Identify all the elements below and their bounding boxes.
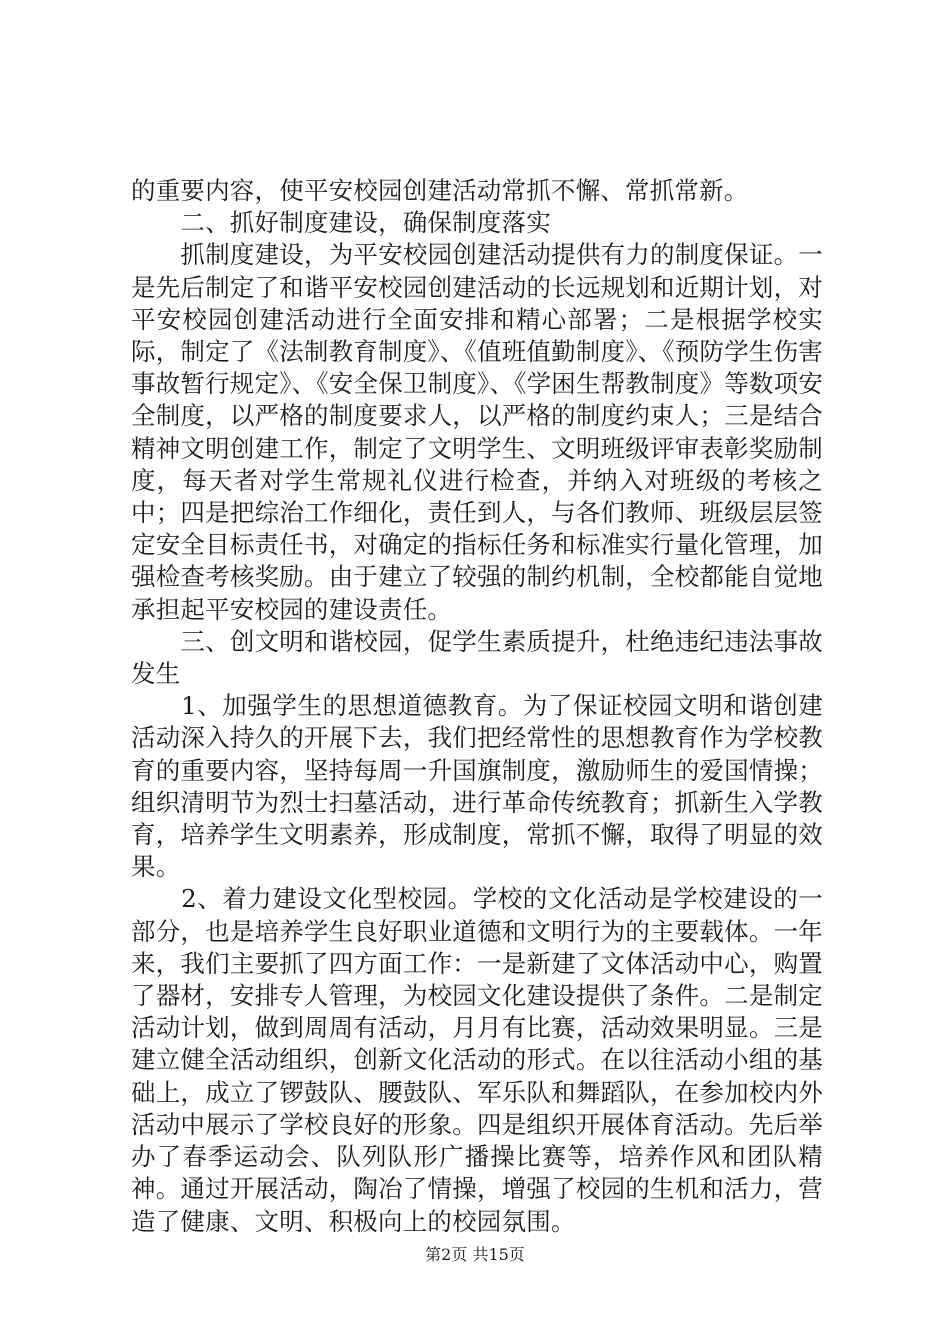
paragraph-system-building: 抓制度建设，为平安校园创建活动提供有力的制度保证。一是先后制定了和谐平安校园创建活动的长远规划和近期计划，对平安校园创建活动进行全面安排和精心部署；二是根据学校实际，制定了《法制教育制度》、《值班值勤制度》、《预防学生伤害事故暂行规定》、《安全保卫制度》、《学困生帮教制度》等数项安全制度，以严格的制度要求人，以严格的制度约束人；三是结合精神文明创建工作，制定了文明学生、文明班级评审表彰奖励制度，每天者对学生常规礼仪进行检查，并纳入对班级的考核之中；四是把综治工作细化，责任到人，与各们教师、班级层层签定安全目标责任书，对确定的指标任务和标准实行量化管理，加强检查考核奖励。由于建立了较强的制约机制，全校都能自觉地承担起平安校园的建设责任。 [131, 240, 823, 624]
document-body [131, 175, 823, 1238]
page-number-footer: 第2页 共15页 [425, 1245, 525, 1264]
paragraph-continuation: 的重要内容，使平安校园创建活动常抓不懈、常抓常新。 [131, 176, 749, 205]
section-heading-3: 三、创文明和谐校园，促学生素质提升，杜绝违纪违法事故发生 [131, 626, 823, 689]
paragraph-moral-education: 1、加强学生的思想道德教育。为了保证校园文明和谐创建活动深入持久的开展下去，我们把经常性的思想教育作为学校教育的重要内容，坚持每周一升国旗制度，激励师生的爱国情操；组织清明节为烈士扫墓活动，进行革命传统教育；抓新生入学教育，培养学生文明素养，形成制度，常抓不懈，取得了明显的效果。 [131, 691, 823, 882]
paragraph-cultural-campus: 2、着力建设文化型校园。学校的文化活动是学校建设的一部分，也是培养学生良好职业道德和文明行为的主要载体。一年来，我们主要抓了四方面工作：一是新建了文体活动中心，购置了器材，安排专人管理，为校园文化建设提供了条件。二是制定活动计划，做到周周有活动，月月有比赛，活动效果明显。三是建立健全活动组织，创新文化活动的形式。在以往活动小组的基础上，成立了锣鼓队、腰鼓队、军乐队和舞蹈队，在参加校内外活动中展示了学校良好的形象。四是组织开展体育活动。先后举办了春季运动会、队列队形广播操比赛等，培养作风和团队精神。通过开展活动，陶冶了情操，增强了校园的生机和活力，营造了健康、文明、积极向上的校园氛围。 [131, 884, 823, 1236]
section-heading-2: 二、抓好制度建设，确保制度落实 [131, 208, 551, 238]
